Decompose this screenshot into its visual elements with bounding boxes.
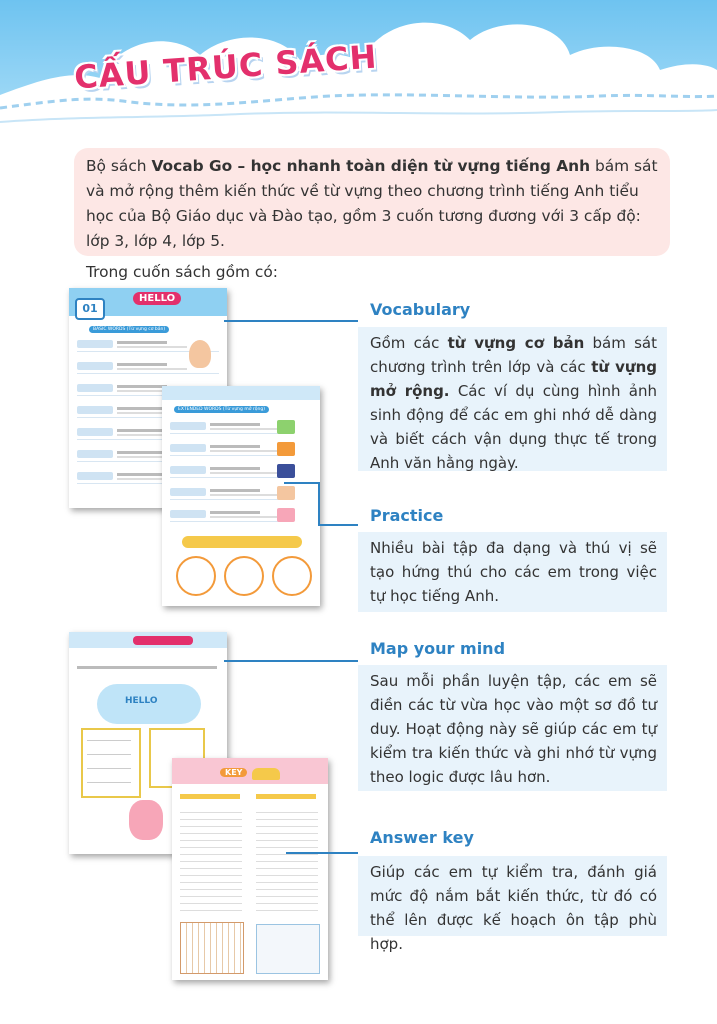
vocabulary-title: Vocabulary: [370, 300, 471, 319]
practice-title: Practice: [370, 506, 444, 525]
book-name: Vocab Go – học nhanh toàn diện từ vựng tiếng Anh: [151, 157, 591, 175]
practice-description: Nhiều bài tập đa dạng và thú vị sẽ tạo hứng thú cho các em trong việc tự học tiếng Anh.: [358, 532, 667, 612]
answer-key-connector-end: [318, 852, 358, 854]
kids-illustration: [129, 800, 163, 840]
intro-prefix: Bộ sách: [86, 157, 152, 175]
answer-key-page-preview: [172, 758, 328, 980]
page-title: CẤU TRÚC SÁCH: [73, 37, 379, 97]
car-illustration: [252, 768, 280, 780]
practice-connector-end: [318, 524, 358, 526]
key-heading: KEY: [220, 768, 247, 777]
map-connector: [224, 660, 358, 662]
practice-connector-horizontal: [284, 482, 320, 484]
intro-box: [74, 148, 670, 281]
contents-line: Trong cuốn sách gồm có:: [86, 263, 278, 281]
mister-picture-icon: [277, 486, 295, 500]
answer-key-title: Answer key: [370, 828, 474, 847]
basic-words-label: BASIC WORDS (Từ vựng cơ bản): [89, 326, 169, 333]
vocabulary-description: [358, 327, 667, 471]
extended-words-page-preview: [162, 386, 320, 606]
intro-rest: bám sát và mở rộng thêm kiến thức về từ vựng theo chương trình tiếng Anh tiểu học của Bộ Giáo dục và Đào tạo, gồm 3 cuốn tương đương với 3 cấp độ: lớp 3, lớp 4, lớp 5.: [86, 157, 658, 250]
word-search-grid: [180, 922, 244, 974]
vocabulary-connector: [224, 320, 358, 322]
kid-illustration: [189, 340, 211, 368]
map-your-mind-description: Sau mỗi phần luyện tập, các em sẽ điền các từ vừa học vào một sơ đồ tư duy. Hoạt động này sẽ giúp các em tự kiểm tra kiến thức và ghi nhớ từ vựng theo logic được lâu hơn.: [358, 665, 667, 791]
intro-paragraph: [86, 154, 658, 254]
mindmap-center-word: HELLO: [125, 696, 158, 706]
answer-key-description: Giúp các em tự kiểm tra, đánh giá mức độ nắm bắt kiến thức, từ đó có thể lên được kế hoạch ôn tập phù hợp.: [358, 856, 667, 936]
extended-words-label: EXTENDED WORDS (Từ vựng mở rộng): [174, 406, 269, 413]
unit-badge: 01: [75, 298, 105, 320]
vocabulary-text-1: Gồm các: [370, 334, 448, 352]
map-your-mind-title: Map your mind: [370, 639, 506, 658]
misses-picture-icon: [277, 508, 295, 522]
vocabulary-text-2: bám sát chương trình trên lớp và các: [370, 334, 658, 376]
extended-words-highlight: từ vựng mở rộng.: [370, 358, 657, 400]
basic-words-highlight: từ vựng cơ bản: [447, 334, 585, 352]
afternoon-picture-icon: [277, 442, 295, 456]
morning-picture-icon: [277, 420, 295, 434]
vocabulary-text-3: Các ví dụ cùng hình ảnh sinh động để các em ghi nhớ dễ dàng và biết cách vận dụng thực tế trong Anh văn hằng ngày.: [370, 382, 657, 472]
evening-picture-icon: [277, 464, 295, 478]
practice-connector-vertical: [318, 482, 320, 526]
hello-heading: HELLO: [133, 292, 181, 305]
answer-key-connector-horizontal: [286, 852, 318, 854]
